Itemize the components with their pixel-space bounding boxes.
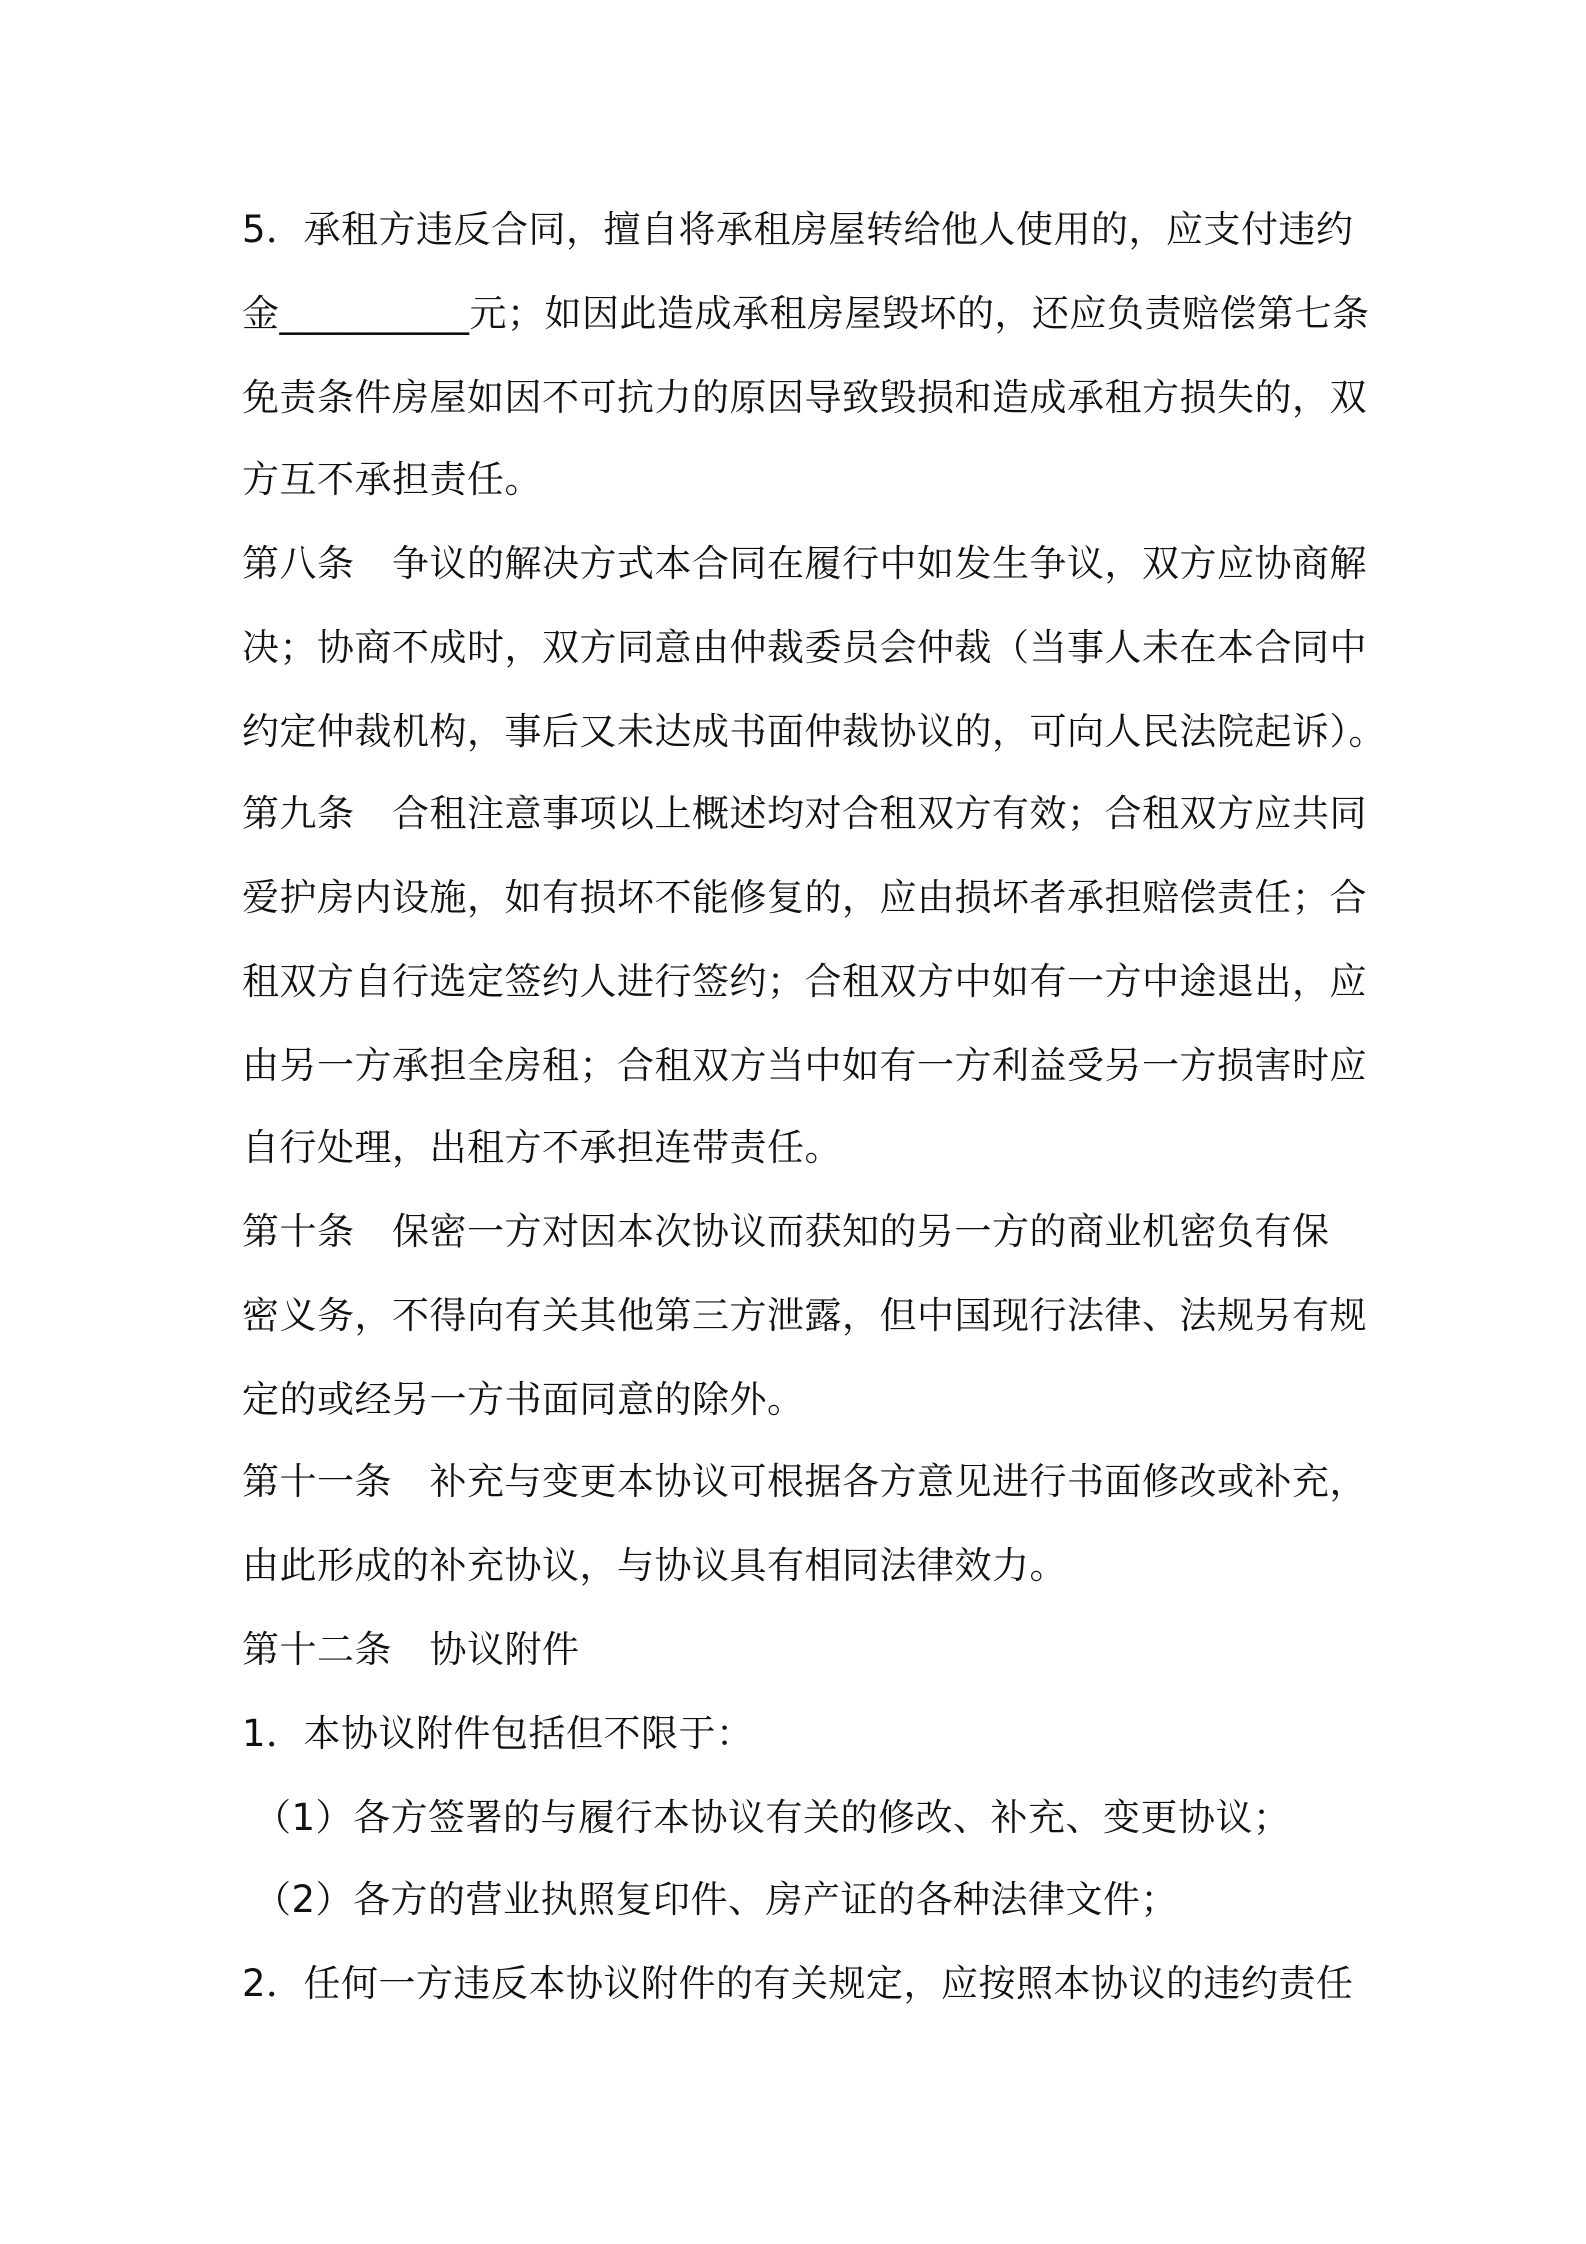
text-line: 约定仲裁机构，事后又未达成书面仲裁协议的，可向人民法院起诉）。 bbox=[242, 710, 1386, 753]
article-11-heading: 第十一条 补充与变更本协议可根据各方意见进行书面修改或补充， bbox=[242, 1460, 1367, 1503]
text-line: 定的或经另一方书面同意的除外。 bbox=[242, 1378, 805, 1421]
text-line: 金__________元；如因此造成承租房屋毁坏的，还应负责赔偿第七条 bbox=[242, 292, 1370, 335]
text-line: 免责条件房屋如因不可抗力的原因导致毁损和造成承租方损失的，双 bbox=[242, 376, 1367, 419]
sub-list-item: （1）各方签署的与履行本协议有关的修改、补充、变更协议； bbox=[254, 1796, 1291, 1839]
text-line: 方互不承担责任。 bbox=[242, 458, 542, 501]
text-line: 租双方自行选定签约人进行签约；合租双方中如有一方中途退出，应 bbox=[242, 960, 1367, 1003]
sub-list-item: （2）各方的营业执照复印件、房产证的各种法律文件； bbox=[254, 1878, 1179, 1921]
list-item: 1．本协议附件包括但不限于： bbox=[242, 1712, 754, 1755]
text-line: 决；协商不成时，双方同意由仲裁委员会仲裁（当事人未在本合同中 bbox=[242, 626, 1367, 669]
article-8-heading: 第八条 争议的解决方式本合同在履行中如发生争议，双方应协商解 bbox=[242, 542, 1367, 585]
article-12-heading: 第十二条 协议附件 bbox=[242, 1628, 580, 1671]
list-item: 2．任何一方违反本协议附件的有关规定，应按照本协议的违约责任 bbox=[242, 1962, 1354, 2005]
article-9-heading: 第九条 合租注意事项以上概述均对合租双方有效；合租双方应共同 bbox=[242, 792, 1367, 835]
text-line: 密义务，不得向有关其他第三方泄露，但中国现行法律、法规另有规 bbox=[242, 1294, 1367, 1337]
text-line: 5．承租方违反合同，擅自将承租房屋转给他人使用的，应支付违约 bbox=[242, 208, 1354, 251]
text-line: 由此形成的补充协议，与协议具有相同法律效力。 bbox=[242, 1544, 1067, 1587]
text-line: 爱护房内设施，如有损坏不能修复的，应由损坏者承担赔偿责任；合 bbox=[242, 876, 1367, 919]
text-line: 自行处理，出租方不承担连带责任。 bbox=[242, 1126, 842, 1169]
text-line: 由另一方承担全房租；合租双方当中如有一方利益受另一方损害时应 bbox=[242, 1044, 1367, 1087]
article-10-heading: 第十条 保密一方对因本次协议而获知的另一方的商业机密负有保 bbox=[242, 1210, 1330, 1253]
